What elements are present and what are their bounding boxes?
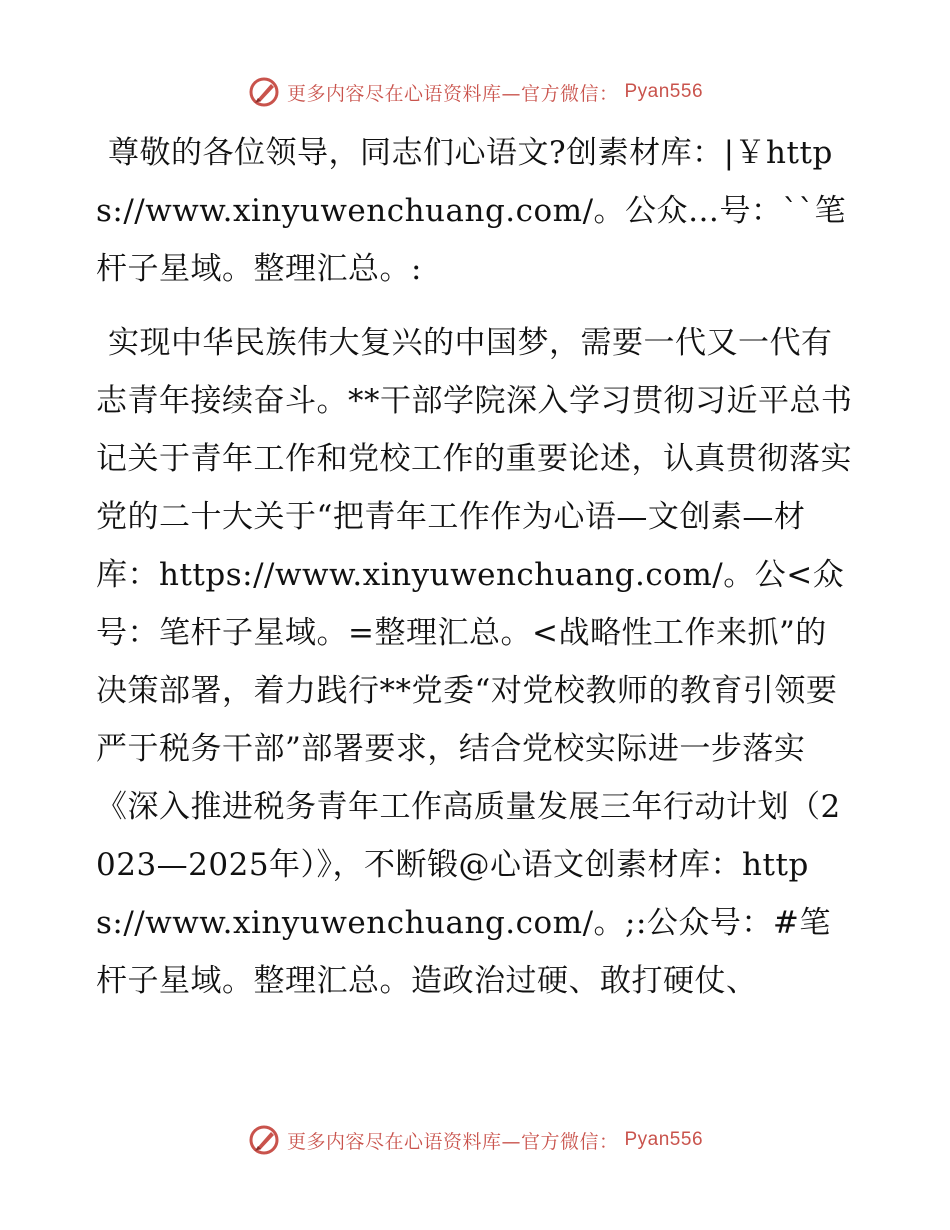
document-body	[96, 124, 856, 1010]
header-banner	[0, 70, 950, 114]
header-wechat-id: Pyan556	[624, 81, 704, 102]
footer-banner	[0, 1118, 950, 1162]
pen-nib-circle-icon	[247, 75, 281, 109]
paragraph-main: 实现中华民族伟大复兴的中国梦，需要一代又一代有志青年接续奋斗。**干部学院深入学习贯彻习近平总书记关于青年工作和党校工作的重要论述，认真贯彻落实党的二十大关于“把青年工作作为心语—文创素—材库：https://www.xinyuwenchuang.com/。公<众号：笔杆子星域。=整理汇总。<战略性工作来抓”的决策部署，着力践行**党委“对党校教师的教育引领要严于税务干部”部署要求，结合党校实际进一步落实《深入推进税务青年工作高质量发展三年行动计划（2023—2025年）》，不断锻@心语文创素材库：https://www.xinyuwenchuang.com/。;:公众号：#笔杆子星域。整理汇总。造政治过硬、敢打硬仗、	[96, 325, 853, 999]
footer-banner-text: 更多内容尽在心语资料库—官方微信：	[286, 1130, 619, 1153]
footer-wechat-id: Pyan556	[624, 1129, 704, 1150]
header-banner-text: 更多内容尽在心语资料库—官方微信：	[286, 82, 619, 105]
paragraph-greeting: 尊敬的各位领导，同志们心语文?创素材库：|￥https://www.xinyuwenchuang.com/。公众…号：``笔杆子星域。整理汇总。:	[96, 135, 847, 287]
pen-nib-circle-icon	[247, 1123, 281, 1157]
